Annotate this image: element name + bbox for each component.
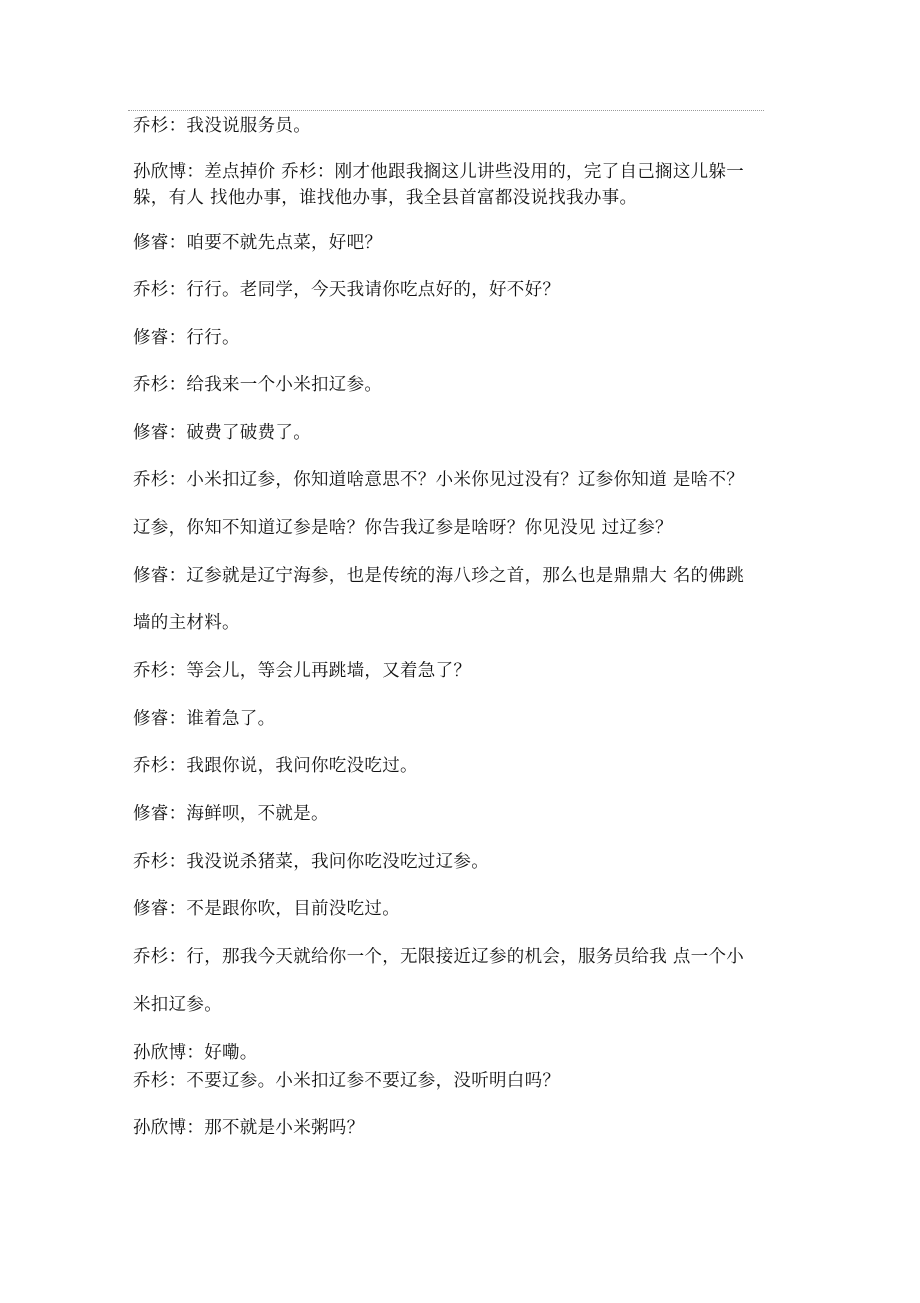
dialogue-line: 乔杉：行行。老同学，今天我请你吃点好的，好不好？ — [133, 280, 561, 300]
dialogue-line: 乔杉：我没说服务员。 — [133, 116, 311, 136]
dialogue-line: 米扣辽参。 — [133, 995, 222, 1015]
dialogue-line: 乔杉：行，那我今天就给你一个，无限接近辽参的机会，服务员给我 点一个小 — [133, 947, 745, 967]
dialogue-line: 乔杉：我没说杀猪菜，我问你吃没吃过辽参。 — [133, 852, 489, 872]
dialogue-line: 修睿：咱要不就先点菜，好吧？ — [133, 233, 383, 253]
dialogue-line: 孙欣博：那不就是小米粥吗？ — [133, 1118, 365, 1138]
dialogue-line: 乔杉：不要辽参。小米扣辽参不要辽参，没听明白吗？ — [133, 1071, 561, 1091]
dialogue-line: 孙欣博：差点掉价 乔杉：刚才他跟我搁这儿讲些没用的，完了自己搁这儿躲一 — [133, 162, 745, 182]
dialogue-line: 躲，有人 找他办事，谁找他办事，我全县首富都没说找我办事。 — [133, 188, 638, 208]
dialogue-line: 修睿：不是跟你吹，目前没吃过。 — [133, 899, 400, 919]
dialogue-line: 乔杉：我跟你说，我问你吃没吃过。 — [133, 756, 418, 776]
dialogue-line: 辽参，你知不知道辽参是啥？你告我辽参是啥呀？你见没见 过辽参？ — [133, 518, 673, 538]
dialogue-line: 乔杉：等会儿，等会儿再跳墙，又着急了？ — [133, 661, 472, 681]
header-divider — [128, 110, 764, 111]
dialogue-line: 乔杉：给我来一个小米扣辽参。 — [133, 375, 383, 395]
dialogue-line: 修睿：破费了破费了。 — [133, 423, 311, 443]
dialogue-line: 修睿：行行。 — [133, 328, 240, 348]
dialogue-line: 墙的主材料。 — [133, 613, 240, 633]
dialogue-line: 修睿：海鲜呗，不就是。 — [133, 804, 329, 824]
dialogue-line: 孙欣博：好嘞。 — [133, 1043, 258, 1063]
dialogue-line: 修睿：谁着急了。 — [133, 709, 276, 729]
dialogue-line: 修睿：辽参就是辽宁海参，也是传统的海八珍之首，那么也是鼎鼎大 名的佛跳 — [133, 566, 745, 586]
dialogue-line: 乔杉：小米扣辽参，你知道啥意思不？小米你见过没有？辽参你知道 是啥不？ — [133, 470, 745, 490]
